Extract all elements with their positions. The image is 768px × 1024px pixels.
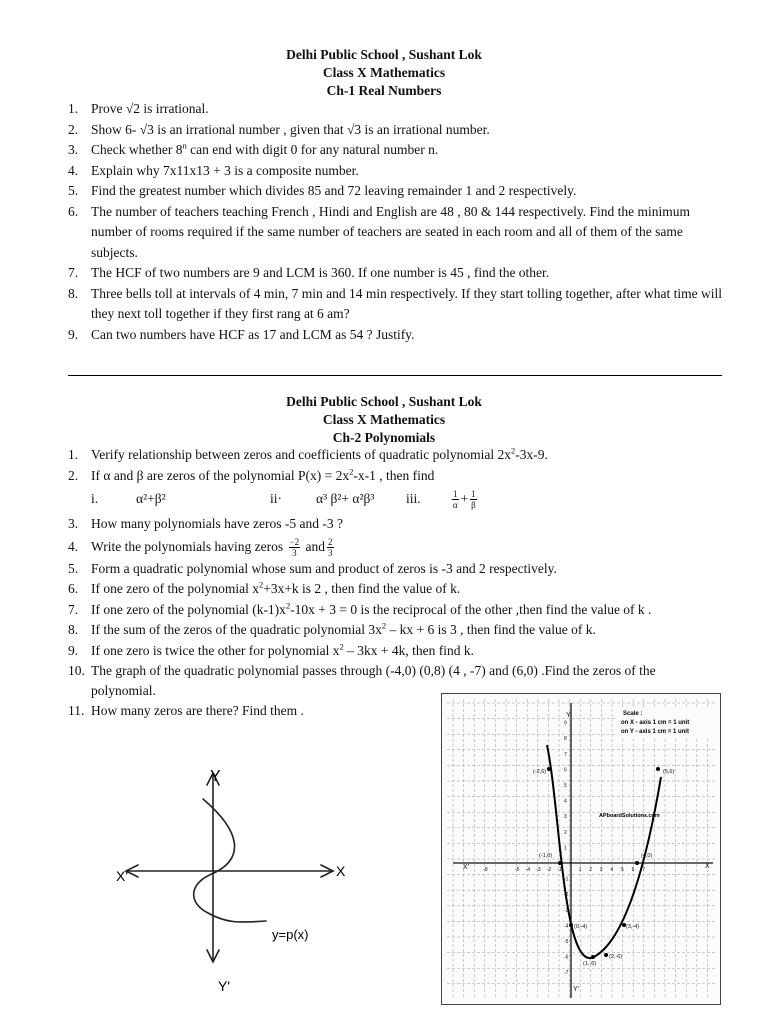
y-tick-label: -5	[564, 939, 569, 945]
point-label: (2,-6)	[609, 954, 623, 960]
x-tick-label: 5	[621, 867, 624, 873]
point-label: (-1,0)	[539, 853, 553, 859]
x-tick-label: 7	[642, 867, 645, 873]
point-label: (0,-4)	[574, 924, 588, 930]
section1-chapter: Ch-1 Real Numbers	[326, 83, 442, 98]
point-label: (-2,6)	[533, 769, 547, 775]
y-tick-label: -4	[564, 923, 569, 930]
fraction-two-thirds: $\frac{2}{3}$	[328, 536, 333, 558]
question: 5. Find the greatest number which divides 85 and 72 leaving remainder 1 and 2 respectively.	[68, 183, 577, 198]
section1-class: Class X Mathematics	[322, 65, 446, 80]
question-sub-parts: i. α²+β² ii· α³ β²+ α²β³ iii. $\frac{1}{\alpha}$ + $\frac{1}{\beta}$	[91, 489, 476, 511]
point-label: (1,-6)	[583, 961, 597, 967]
watermark: APboardSolutions.com	[599, 813, 660, 819]
y-tick-label: -2	[564, 892, 569, 899]
question: 4. Explain why 7x11x13 + 3 is a composite number.	[68, 162, 359, 178]
y-tick-label: 1	[564, 845, 567, 852]
y-tick-label: 8	[564, 736, 567, 743]
x-tick-label: 4	[610, 867, 614, 873]
point-label: (4,0)	[641, 853, 653, 859]
x-tick-label: -5	[515, 867, 520, 873]
question: 2. Show 6- √3 is an irrational number , given that √3 is an irrational number.	[68, 121, 490, 137]
y-tick-label: 6	[564, 767, 567, 774]
question: 4. Write the polynomials having zeros $\frac{-2}{3}$ and $\frac{2}{3}$	[68, 536, 333, 558]
cubic-sketch-figure	[108, 755, 348, 1000]
question: 5. Form a quadratic polynomial whose sum and product of zeros is -3 and 2 respectively.	[68, 560, 557, 576]
parabola-graph-figure	[441, 693, 721, 1005]
question: 3. Check whether 8$^n$ can end with digit 0 for any natural number n.	[68, 140, 439, 157]
fraction-neg-two-thirds: $\frac{-2}{3}$	[289, 536, 300, 558]
question: 6. If one zero of the polynomial $x^2+3x+k$ is 2 , then find the value of k.	[68, 579, 461, 596]
x-neg-axis-label: X'	[116, 868, 129, 884]
question: 2. If α and β are zeros of the polynomial $P(x) = 2x^2-x-1$ , then find	[68, 466, 435, 483]
y-tick-label: 2	[564, 829, 567, 836]
question: 11. How many zeros are there? Find them .	[68, 703, 304, 718]
x-tick-label: -4	[525, 867, 531, 873]
y-tick-label: 3	[564, 814, 567, 821]
y-axis-label: Y	[210, 768, 221, 785]
scale-y: on Y - axis 1 cm = 1 unit	[621, 729, 689, 735]
y-tick-label: -7	[564, 970, 569, 977]
x-tick-label: -3	[536, 867, 541, 873]
section1-school: Delhi Public School , Sushant Lok	[286, 47, 482, 62]
y-tick-label: -3	[564, 907, 569, 914]
section2-school: Delhi Public School , Sushant Lok	[286, 394, 482, 409]
y-tick-label: -1	[564, 876, 569, 883]
question: 9. If one zero is twice the other for polynomial $x^2 - 3kx + 4k$, then find k.	[68, 641, 475, 658]
x-tick-label: 3	[599, 867, 603, 873]
y-tick-label: 9	[564, 720, 567, 727]
x-tick-label: -1	[557, 867, 562, 873]
x-tick-label: 1	[578, 867, 582, 873]
y-tick-label: 7	[564, 751, 567, 758]
x-tick-label: 6	[631, 867, 635, 873]
section-divider	[68, 375, 722, 376]
x-axis-label: X	[705, 863, 710, 870]
y-neg-axis-label: Y'	[218, 978, 231, 994]
question: 10. The graph of the quadratic polynomial passes through (-4,0) (0,8) (4 , -7) and (6,0) .Find the zeros of the polynomial.	[68, 663, 656, 698]
point-label: (3,-4)	[626, 924, 640, 930]
fraction-1-beta: $\frac{1}{\beta}$	[471, 489, 476, 511]
x-neg-axis-label: X'	[463, 864, 470, 871]
y-axis-label: Y	[566, 712, 571, 719]
question: 7. If one zero of the polynomial $(k-1)x^2-10x + 3 = 0$ is the reciprocal of the other ,then find the value of k .	[68, 600, 652, 617]
scale-box	[617, 707, 715, 737]
section1-questions	[68, 99, 723, 345]
cubic-curve	[194, 799, 266, 922]
curve-label: y=p(x)	[272, 927, 309, 942]
x-axis-label: X	[336, 863, 346, 879]
point-label: (5,6)	[663, 769, 675, 775]
x-tick-label: 2	[589, 867, 592, 873]
question: 7. The HCF of two numbers are 9 and LCM is 360. If one number is 45 , find the other.	[68, 265, 550, 280]
x-tick-label: -8	[483, 867, 488, 873]
question: 1. Prove √2 is irrational.	[68, 101, 209, 116]
question: 6. The number of teachers teaching French , Hindi and English are 48 , 80 & 144 respectively. Find the minimum number of rooms required if the same number of teachers are seated in each room and all of them of the same subjects.	[68, 203, 690, 260]
question: 3. How many polynomials have zeros -5 and -3 ?	[68, 516, 343, 531]
question: 1. Verify relationship between zeros and coefficients of quadratic polynomial $2x^2-3x-9$.	[68, 445, 548, 462]
question: 9. Can two numbers have HCF as 17 and LCM as 54 ? Justify.	[68, 326, 415, 342]
scale-x: on X - axis 1 cm = 1 unit	[621, 720, 690, 726]
fraction-1-alpha: $\frac{1}{\alpha}$	[452, 489, 458, 511]
y-tick-label: 4	[564, 798, 567, 805]
section2-questions	[68, 445, 723, 722]
question: 8. Three bells toll at intervals of 4 min, 7 min and 14 min respectively. If they start tolling together, after what time will they next toll together if they first rang at 6 am?	[68, 285, 723, 321]
x-tick-label: -2	[546, 867, 552, 873]
scale-title: Scale :	[623, 711, 643, 717]
section2-class: Class X Mathematics	[322, 412, 446, 427]
y-tick-label: -6	[564, 954, 569, 961]
y-tick-label: 5	[564, 783, 567, 789]
question: 8. If the sum of the zeros of the quadratic polynomial $3x^2$ – kx + 6 is 3 , then find the value of k.	[68, 620, 596, 637]
section2-chapter: Ch-2 Polynomials	[332, 430, 436, 445]
y-neg-axis-label: Y'	[573, 986, 580, 993]
